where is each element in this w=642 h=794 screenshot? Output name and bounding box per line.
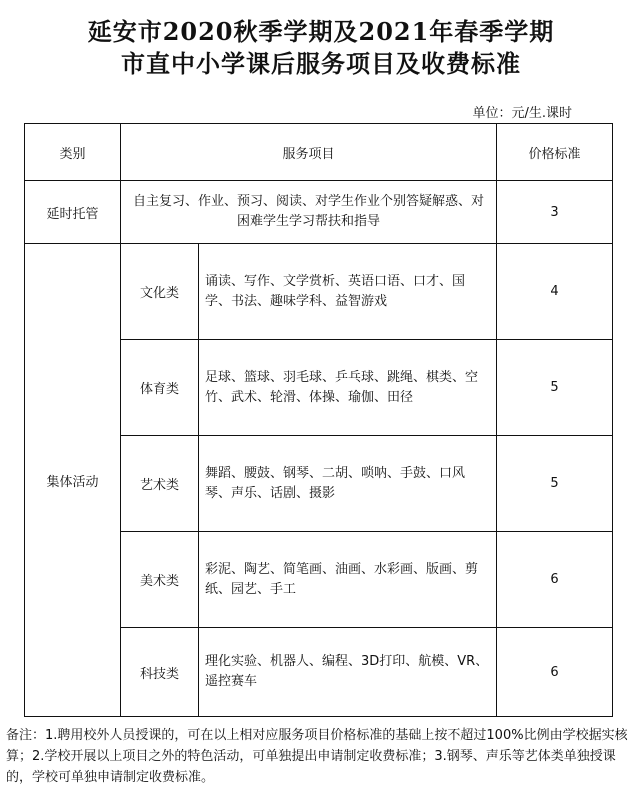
table-row <box>25 181 613 244</box>
group-category-cell: 集体活动 <box>25 244 121 717</box>
price-cell: 6 <box>497 628 613 717</box>
price-cell: 5 <box>497 436 613 532</box>
services-cell: 足球、篮球、羽毛球、乒乓球、跳绳、棋类、空竹、武术、轮滑、体操、瑜伽、田径 <box>199 340 497 436</box>
header-price: 价格标准 <box>497 124 613 181</box>
price-cell: 6 <box>497 532 613 628</box>
services-cell: 自主复习、作业、预习、阅读、对学生作业个别答疑解惑、对困难学生学习帮扶和指导 <box>121 181 497 244</box>
price-cell: 5 <box>497 340 613 436</box>
header-services: 服务项目 <box>121 124 497 181</box>
unit-label: 单位：元/生.课时 <box>472 106 572 121</box>
services-cell: 彩泥、陶艺、简笔画、油画、水彩画、版画、剪纸、园艺、手工 <box>199 532 497 628</box>
subcategory-cell: 艺术类 <box>121 436 199 532</box>
price-cell: 4 <box>497 244 613 340</box>
document-title-line-2: 市直中小学课后服务项目及收费标准 <box>121 49 521 78</box>
table-row <box>25 244 613 340</box>
document-title-line-1: 延安市2020秋季学期及2021年春季学期 <box>87 17 555 46</box>
subcategory-cell: 文化类 <box>121 244 199 340</box>
notes-text: 备注：1.聘用校外人员授课的，可在以上相对应服务项目价格标准的基础上按不超过100%比例由学校据实核算；2.学校开展以上项目之外的特色活动，可单独提出申请制定收费标准；3.钢琴、声乐等艺体类单独授课的，学校可单独申请制定收费标准。 <box>6 728 628 785</box>
subcategory-cell: 美术类 <box>121 532 199 628</box>
header-row <box>25 124 613 181</box>
category-cell: 延时托管 <box>25 181 121 244</box>
services-cell: 理化实验、机器人、编程、3D打印、航模、VR、遥控赛车 <box>199 628 497 717</box>
services-cell: 舞蹈、腰鼓、钢琴、二胡、唢呐、手鼓、口风琴、声乐、话剧、摄影 <box>199 436 497 532</box>
services-cell: 诵读、写作、文学赏析、英语口语、口才、国学、书法、趣味学科、益智游戏 <box>199 244 497 340</box>
subcategory-cell: 科技类 <box>121 628 199 717</box>
header-category: 类别 <box>25 124 121 181</box>
subcategory-cell: 体育类 <box>121 340 199 436</box>
fee-table <box>24 123 613 717</box>
price-cell: 3 <box>497 181 613 244</box>
